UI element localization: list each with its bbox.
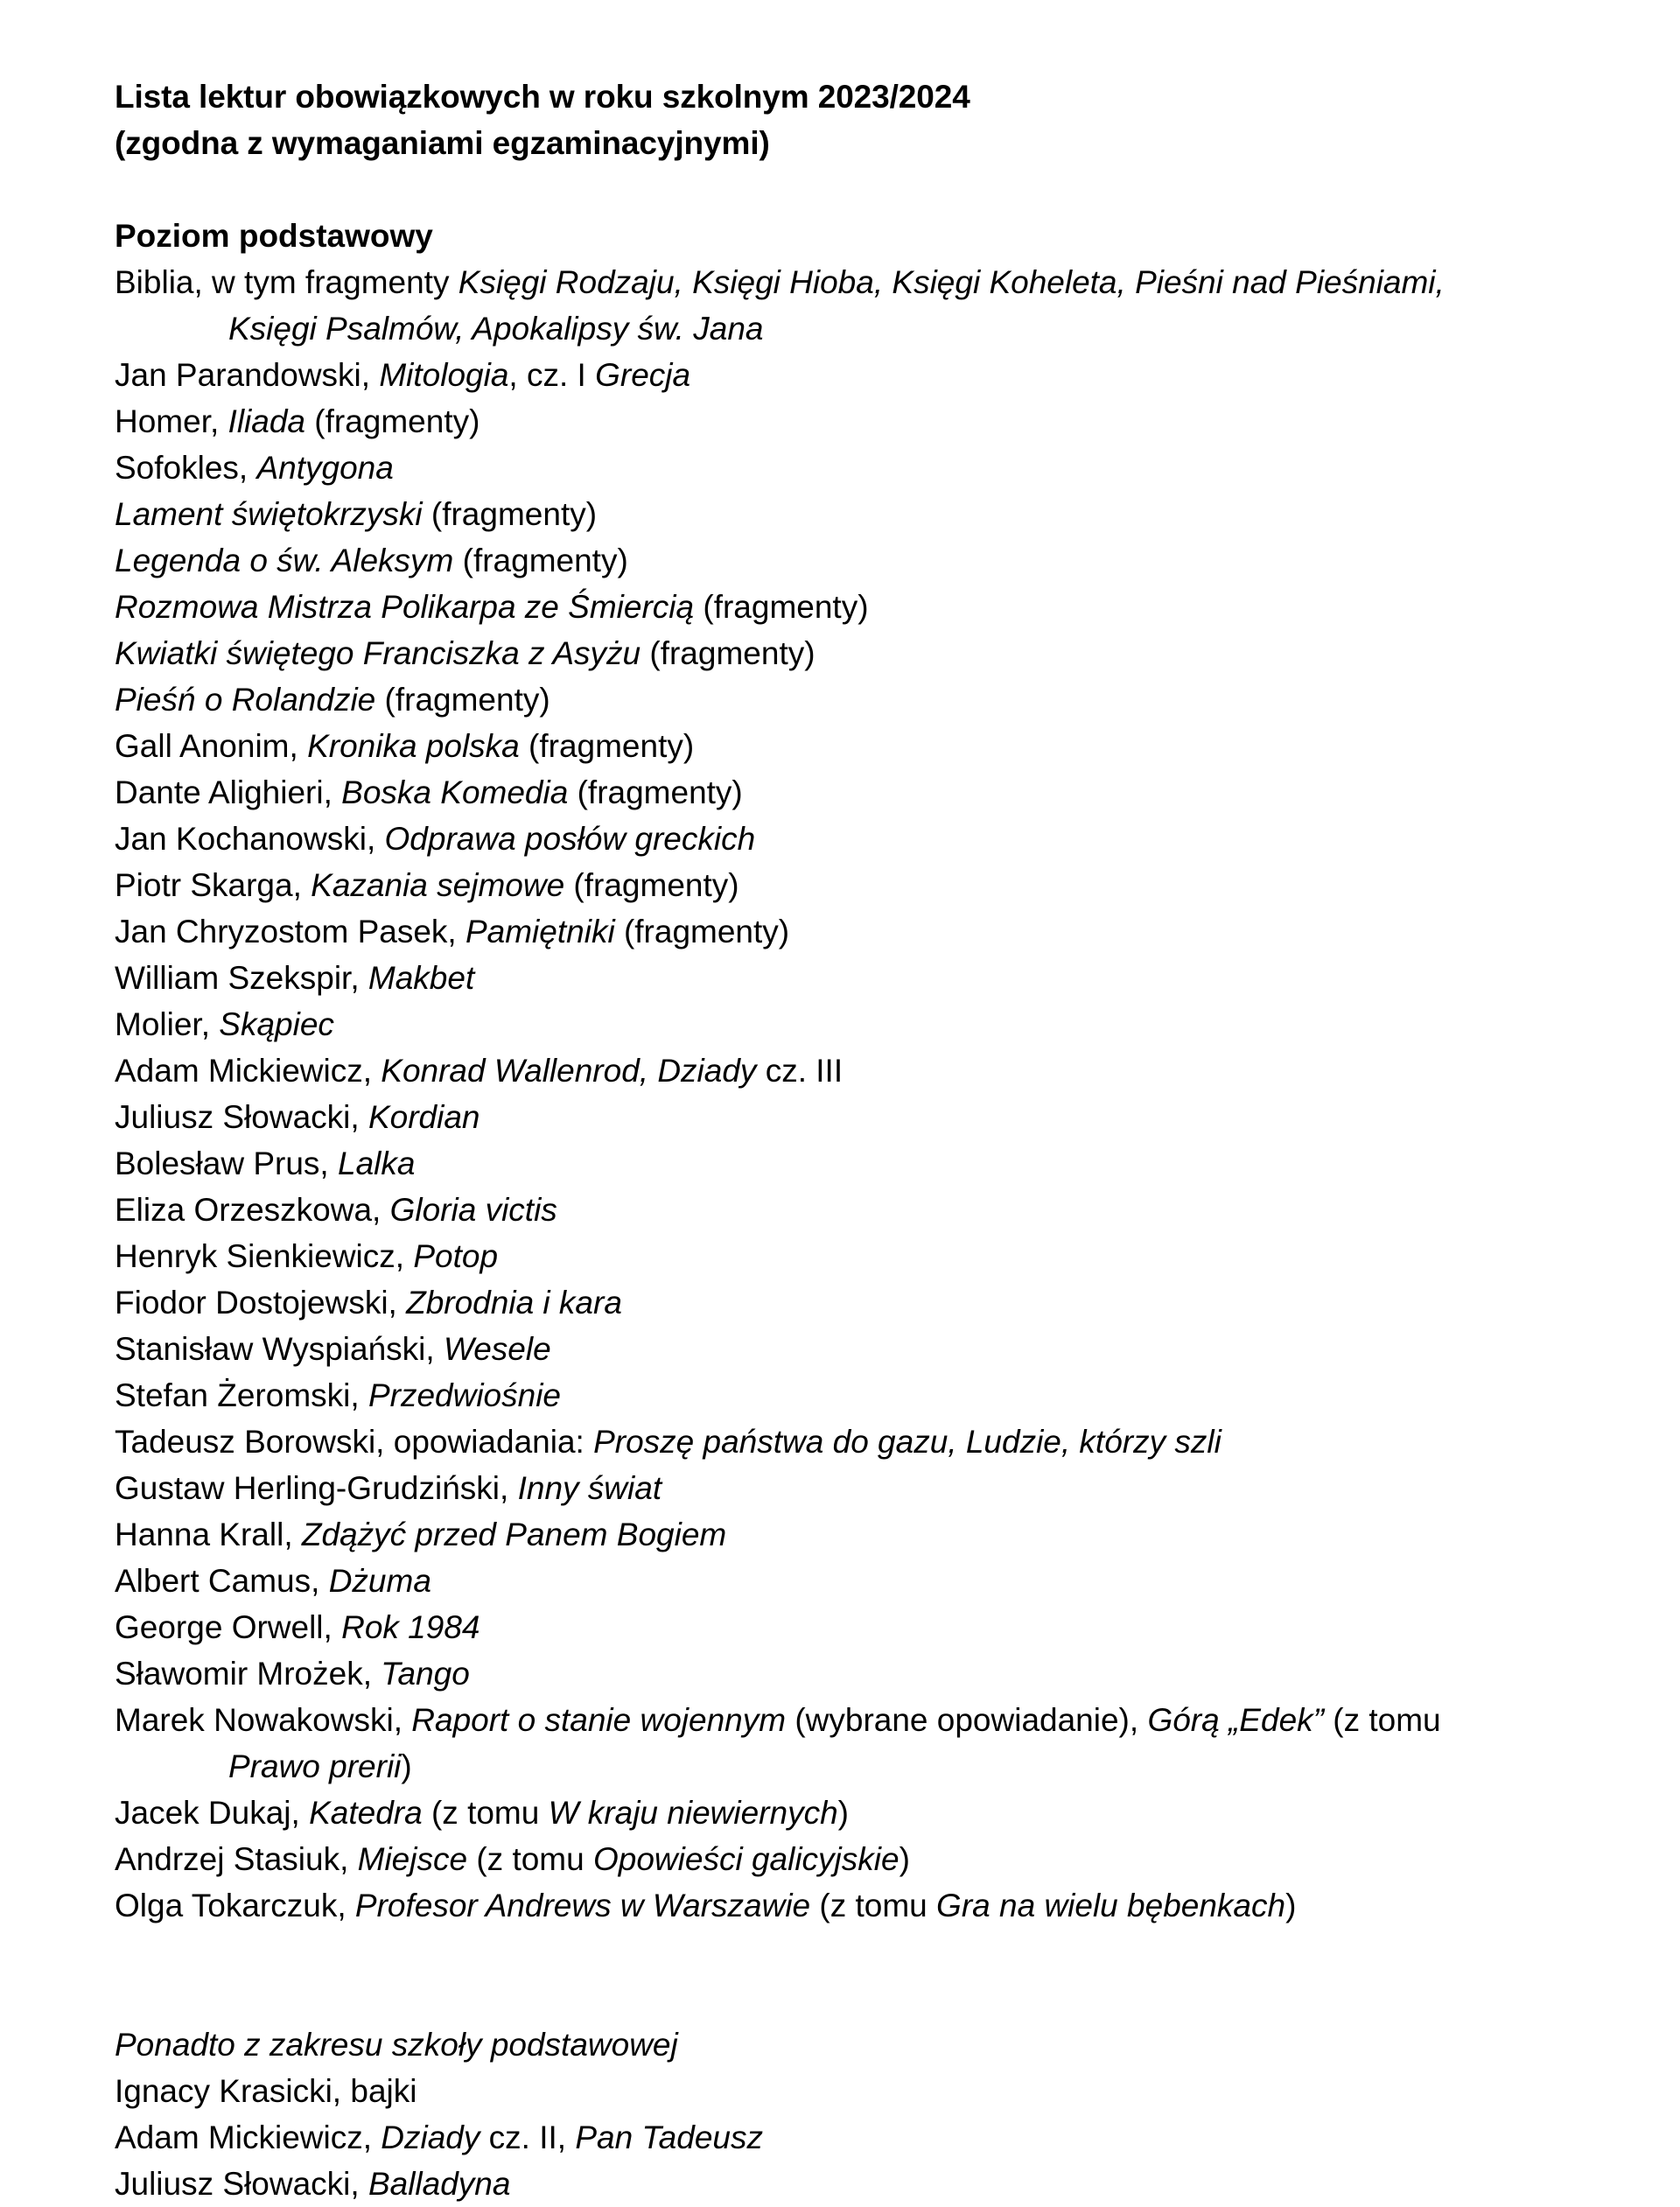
plain-text: (fragmenty): [305, 403, 480, 439]
reading-list-item-continuation: [115, 1743, 1575, 1790]
reading-list-item: [115, 1558, 1575, 1604]
plain-text: Adam Mickiewicz,: [115, 2119, 382, 2155]
reading-list-item: [115, 723, 1575, 769]
reading-list-item: [115, 1419, 1575, 1465]
title-text: Proszę państwa do gazu, Ludzie, którzy szli: [593, 1424, 1222, 1460]
plain-text: ): [837, 1795, 849, 1831]
title-text: Iliada: [228, 403, 305, 439]
plain-text: cz. II,: [480, 2119, 576, 2155]
page-title-line-2: (zgodna z wymaganiami egzaminacyjnymi): [115, 125, 770, 161]
section-heading: Ponadto z zakresu szkoły podstawowej: [115, 2027, 678, 2063]
title-text: Gra na wielu bębenkach: [936, 1888, 1286, 1923]
plain-text: Sławomir Mrożek,: [115, 1656, 382, 1692]
reading-list-item: [115, 1001, 1575, 1047]
title-text: Gloria victis: [389, 1192, 557, 1228]
title-text: Katedra: [309, 1795, 423, 1831]
plain-text: Bolesław Prus,: [115, 1146, 338, 1181]
plain-text: Olga Tokarczuk,: [115, 1888, 355, 1923]
title-text: Zbrodnia i kara: [406, 1285, 622, 1321]
title-text: Grecja: [595, 357, 691, 393]
reading-list: [115, 259, 1575, 1929]
plain-text: Ignacy Krasicki, bajki: [115, 2073, 417, 2109]
plain-text: (z tomu: [422, 1795, 549, 1831]
reading-list-item: [115, 1233, 1575, 1279]
plain-text: (fragmenty): [519, 728, 695, 764]
reading-list-item: [115, 1836, 1575, 1882]
page-title-line-1: Lista lektur obowiązkowych w roku szkolnym 2023/2024: [115, 79, 970, 115]
reading-list-item: [115, 1604, 1575, 1650]
plain-text: Fiodor Dostojewski,: [115, 1285, 407, 1321]
plain-text: (z tomu: [1323, 1702, 1441, 1738]
reading-list-item: [115, 769, 1575, 816]
title-text: Legenda o św. Aleksym: [115, 543, 454, 578]
title-text: Potop: [413, 1238, 499, 1274]
title-text: Pieśń o Rolandzie: [115, 682, 376, 718]
plain-text: Biblia, w tym fragmenty: [115, 264, 458, 300]
title-text: Pamiętniki: [465, 914, 615, 949]
plain-text: (fragmenty): [694, 589, 869, 625]
title-text: Mitologia: [379, 357, 509, 393]
title-text: Opowieści galicyjskie: [592, 1841, 900, 1877]
title-text: Rozmowa Mistrza Polikarpa ze Śmiercią: [115, 589, 695, 625]
plain-text: Gustaw Herling-Grudziński,: [115, 1470, 518, 1506]
plain-text: ): [401, 1748, 412, 1784]
plain-text: Jan Parandowski,: [115, 357, 380, 393]
plain-text: (fragmenty): [568, 774, 743, 810]
title-text: Kazania sejmowe: [311, 867, 565, 903]
section-gap: [115, 1929, 1575, 2021]
plain-text: (z tomu: [467, 1841, 593, 1877]
reading-list-item: [115, 1511, 1575, 1558]
title-text: Konrad Wallenrod, Dziady: [381, 1053, 757, 1089]
title-text: Wesele: [443, 1331, 551, 1367]
plain-text: Piotr Skarga,: [115, 867, 312, 903]
title-text: Balladyna: [368, 2166, 511, 2202]
reading-list-item: [115, 1790, 1575, 1836]
title-text: Dżuma: [328, 1563, 431, 1599]
title-text: Księgi Psalmów, Apokalipsy św. Jana: [228, 311, 764, 347]
reading-list-item: [115, 2161, 1575, 2207]
title-text: Zdążyć przed Panem Bogiem: [301, 1517, 727, 1552]
reading-list-item: [115, 955, 1575, 1001]
plain-text: (fragmenty): [614, 914, 790, 949]
title-text: Lament świętokrzyski: [115, 496, 423, 532]
plain-text: , cz. I: [508, 357, 596, 393]
title-text: Kordian: [368, 1099, 480, 1135]
plain-text: Marek Nowakowski,: [115, 1702, 412, 1738]
plain-text: Jan Kochanowski,: [115, 821, 385, 857]
plain-text: Albert Camus,: [115, 1563, 329, 1599]
reading-list-item: [115, 1650, 1575, 1697]
reading-list-item: [115, 445, 1575, 491]
plain-text: Gall Anonim,: [115, 728, 308, 764]
reading-list-item: [115, 816, 1575, 862]
reading-list-item: [115, 908, 1575, 955]
title-text: Pan Tadeusz: [575, 2119, 763, 2155]
reading-list-item: [115, 537, 1575, 584]
plain-text: Juliusz Słowacki,: [115, 1099, 368, 1135]
plain-text: Dante Alighieri,: [115, 774, 342, 810]
reading-list-item: [115, 1372, 1575, 1419]
title-text: Lalka: [338, 1146, 416, 1181]
reading-list-item: [115, 352, 1575, 398]
title-text: Górą „Edek”: [1147, 1702, 1324, 1738]
plain-text: (fragmenty): [453, 543, 628, 578]
plain-text: cz. III: [756, 1053, 844, 1089]
reading-list-item: [115, 1279, 1575, 1326]
plain-text: (fragmenty): [640, 635, 816, 671]
title-text: Odprawa posłów greckich: [384, 821, 756, 857]
plain-text: (z tomu: [810, 1888, 937, 1923]
plain-text: Andrzej Stasiuk,: [115, 1841, 358, 1877]
reading-list-item: [115, 491, 1575, 537]
title-text: Makbet: [368, 960, 475, 996]
reading-list-item: [115, 1882, 1575, 1929]
title-text: Raport o stanie wojennym: [411, 1702, 787, 1738]
title-text: Antygona: [256, 450, 394, 486]
reading-list-item: [115, 1047, 1575, 1094]
title-text: Boska Komedia: [341, 774, 569, 810]
reading-list: [115, 2068, 1575, 2207]
sections-container: [115, 213, 1575, 2207]
plain-text: (fragmenty): [564, 867, 739, 903]
reading-list-item: [115, 676, 1575, 723]
reading-list-item: [115, 584, 1575, 630]
plain-text: Hanna Krall,: [115, 1517, 302, 1552]
plain-text: Henryk Sienkiewicz,: [115, 1238, 414, 1274]
title-text: Skąpiec: [219, 1006, 334, 1042]
title-text: Tango: [381, 1656, 470, 1692]
plain-text: Juliusz Słowacki,: [115, 2166, 368, 2202]
title-text: Kwiatki świętego Franciszka z Asyżu: [115, 635, 641, 671]
title-text: Przedwiośnie: [368, 1377, 561, 1413]
title-text: Rok 1984: [341, 1609, 480, 1645]
title-text: Profesor Andrews w Warszawie: [354, 1888, 811, 1923]
plain-text: Sofokles,: [115, 450, 257, 486]
reading-list-item: [115, 1140, 1575, 1187]
title-text: Dziady: [381, 2119, 480, 2155]
reading-list-item: [115, 2068, 1575, 2114]
title-spacer: [115, 166, 1575, 213]
title-text: Kronika polska: [307, 728, 520, 764]
plain-text: Eliza Orzeszkowa,: [115, 1192, 390, 1228]
page-title: [115, 74, 1575, 166]
plain-text: ): [899, 1841, 910, 1877]
title-text: Prawo prerii: [228, 1748, 402, 1784]
reading-list-item: [115, 630, 1575, 676]
reading-list-item: [115, 1697, 1575, 1790]
plain-text: (fragmenty): [375, 682, 550, 718]
plain-text: Tadeusz Borowski, opowiadania:: [115, 1424, 594, 1460]
reading-list-item: [115, 2114, 1575, 2161]
plain-text: William Szekspir,: [115, 960, 368, 996]
plain-text: Jacek Dukaj,: [115, 1795, 310, 1831]
title-text: W kraju niewiernych: [548, 1795, 838, 1831]
plain-text: (fragmenty): [422, 496, 598, 532]
title-text: Miejsce: [357, 1841, 468, 1877]
plain-text: Adam Mickiewicz,: [115, 1053, 382, 1089]
plain-text: Stefan Żeromski,: [115, 1377, 368, 1413]
section-heading: Poziom podstawowy: [115, 218, 433, 254]
plain-text: Stanisław Wyspiański,: [115, 1331, 444, 1367]
reading-list-item-continuation: [115, 305, 1575, 352]
reading-list-item: [115, 1465, 1575, 1511]
reading-list-item: [115, 1326, 1575, 1372]
plain-text: ): [1285, 1888, 1297, 1923]
reading-list-item: [115, 1094, 1575, 1140]
reading-list-item: [115, 259, 1575, 352]
plain-text: Jan Chryzostom Pasek,: [115, 914, 466, 949]
reading-list-item: [115, 862, 1575, 908]
reading-list-item: [115, 398, 1575, 445]
title-text: Inny świat: [517, 1470, 662, 1506]
title-text: Księgi Rodzaju, Księgi Hioba, Księgi Koheleta, Pieśni nad Pieśniami,: [458, 264, 1445, 300]
reading-list-item: [115, 1187, 1575, 1233]
plain-text: (wybrane opowiadanie),: [786, 1702, 1148, 1738]
plain-text: Homer,: [115, 403, 228, 439]
plain-text: George Orwell,: [115, 1609, 342, 1645]
plain-text: Molier,: [115, 1006, 220, 1042]
